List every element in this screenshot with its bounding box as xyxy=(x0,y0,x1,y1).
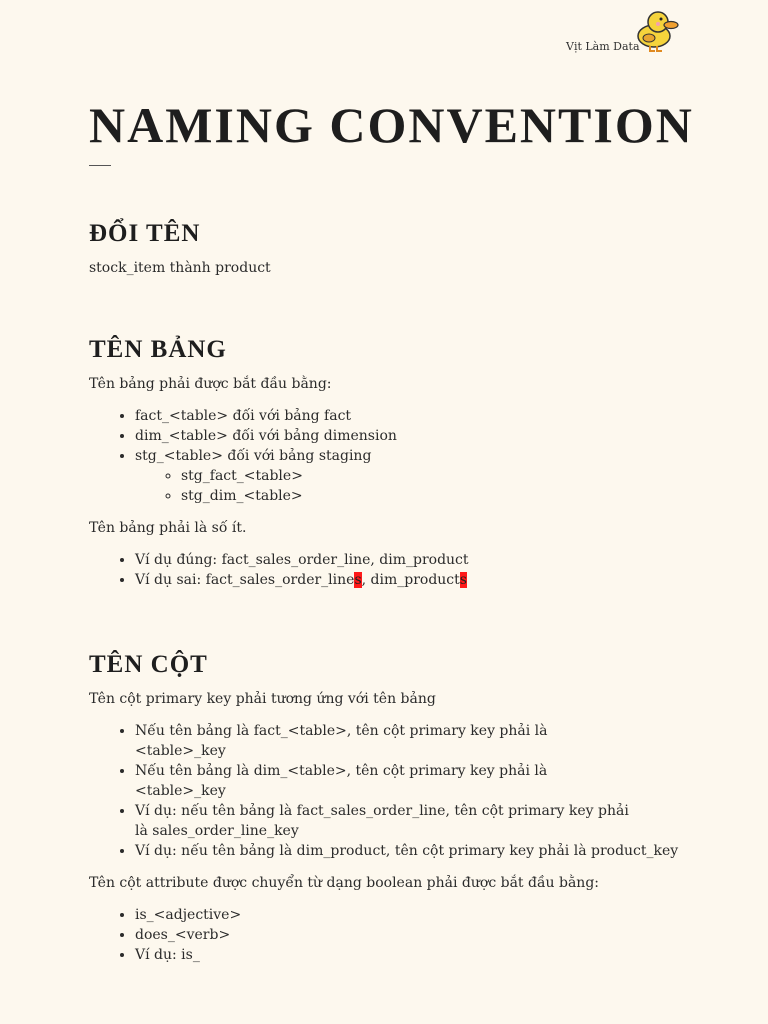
intro-text: Tên bảng phải là số ít. xyxy=(89,520,247,536)
list-item: • Ví dụ: nếu tên bảng là fact_sales_order_line, tên cột primary key phải là sales_order_line_key xyxy=(135,801,629,841)
section-heading: TÊN BẢNG xyxy=(89,336,227,363)
highlight: s xyxy=(459,572,467,588)
intro-text: Tên bảng phải được bắt đầu bằng: xyxy=(89,376,332,392)
section-heading: ĐỔI TÊN xyxy=(89,220,201,247)
list-item xyxy=(135,446,689,506)
bullet-list xyxy=(89,721,679,861)
highlight: s xyxy=(354,572,362,588)
section-rename xyxy=(89,220,689,290)
bullet-list xyxy=(89,550,689,590)
list-item: • Ví dụ: is_ xyxy=(135,945,629,965)
list-item: • Nếu tên bảng là fact_<table>, tên cột primary key phải là <table>_key xyxy=(135,721,629,761)
list-item: • is_<adjective> xyxy=(135,905,629,925)
section-table-names xyxy=(89,336,689,602)
text: Ví dụ sai: fact_sales_order_line xyxy=(135,572,355,588)
intro-text: Tên cột attribute được chuyển từ dạng boolean phải được bắt đầu bằng: xyxy=(89,875,600,891)
list-item-text: stg_<table> đối với bảng staging xyxy=(135,448,372,464)
list-item: • Ví dụ: nếu tên bảng là dim_product, tên cột primary key phải là product_key xyxy=(135,841,709,861)
text: , dim_product xyxy=(361,572,460,588)
intro-text: Tên cột primary key phải tương ứng với tên bảng xyxy=(89,691,436,707)
list-item: • does_<verb> xyxy=(135,925,629,945)
sub-list xyxy=(135,466,689,506)
section-heading: TÊN CỘT xyxy=(89,651,208,678)
list-item: • Nếu tên bảng là dim_<table>, tên cột primary key phải là <table>_key xyxy=(135,761,629,801)
list-item: ◦ stg_dim_<table> xyxy=(181,486,689,506)
list-item: • fact_<table> đối với bảng fact xyxy=(135,406,689,426)
divider xyxy=(89,165,111,166)
rename-text: stock_item thành product xyxy=(89,260,271,276)
section-column-names xyxy=(89,651,679,977)
list-item xyxy=(135,570,689,590)
bullet-list xyxy=(89,905,629,965)
list-item: • dim_<table> đối với bảng dimension xyxy=(135,426,689,446)
list-item: • Ví dụ đúng: fact_sales_order_line, dim_product xyxy=(135,550,689,570)
bullet-list xyxy=(89,406,689,506)
list-item: ◦ stg_fact_<table> xyxy=(181,466,689,486)
duck-logo-icon xyxy=(632,8,680,54)
brand-name: Vịt Làm Data xyxy=(566,40,640,53)
page-title: NAMING CONVENTION xyxy=(89,97,694,153)
